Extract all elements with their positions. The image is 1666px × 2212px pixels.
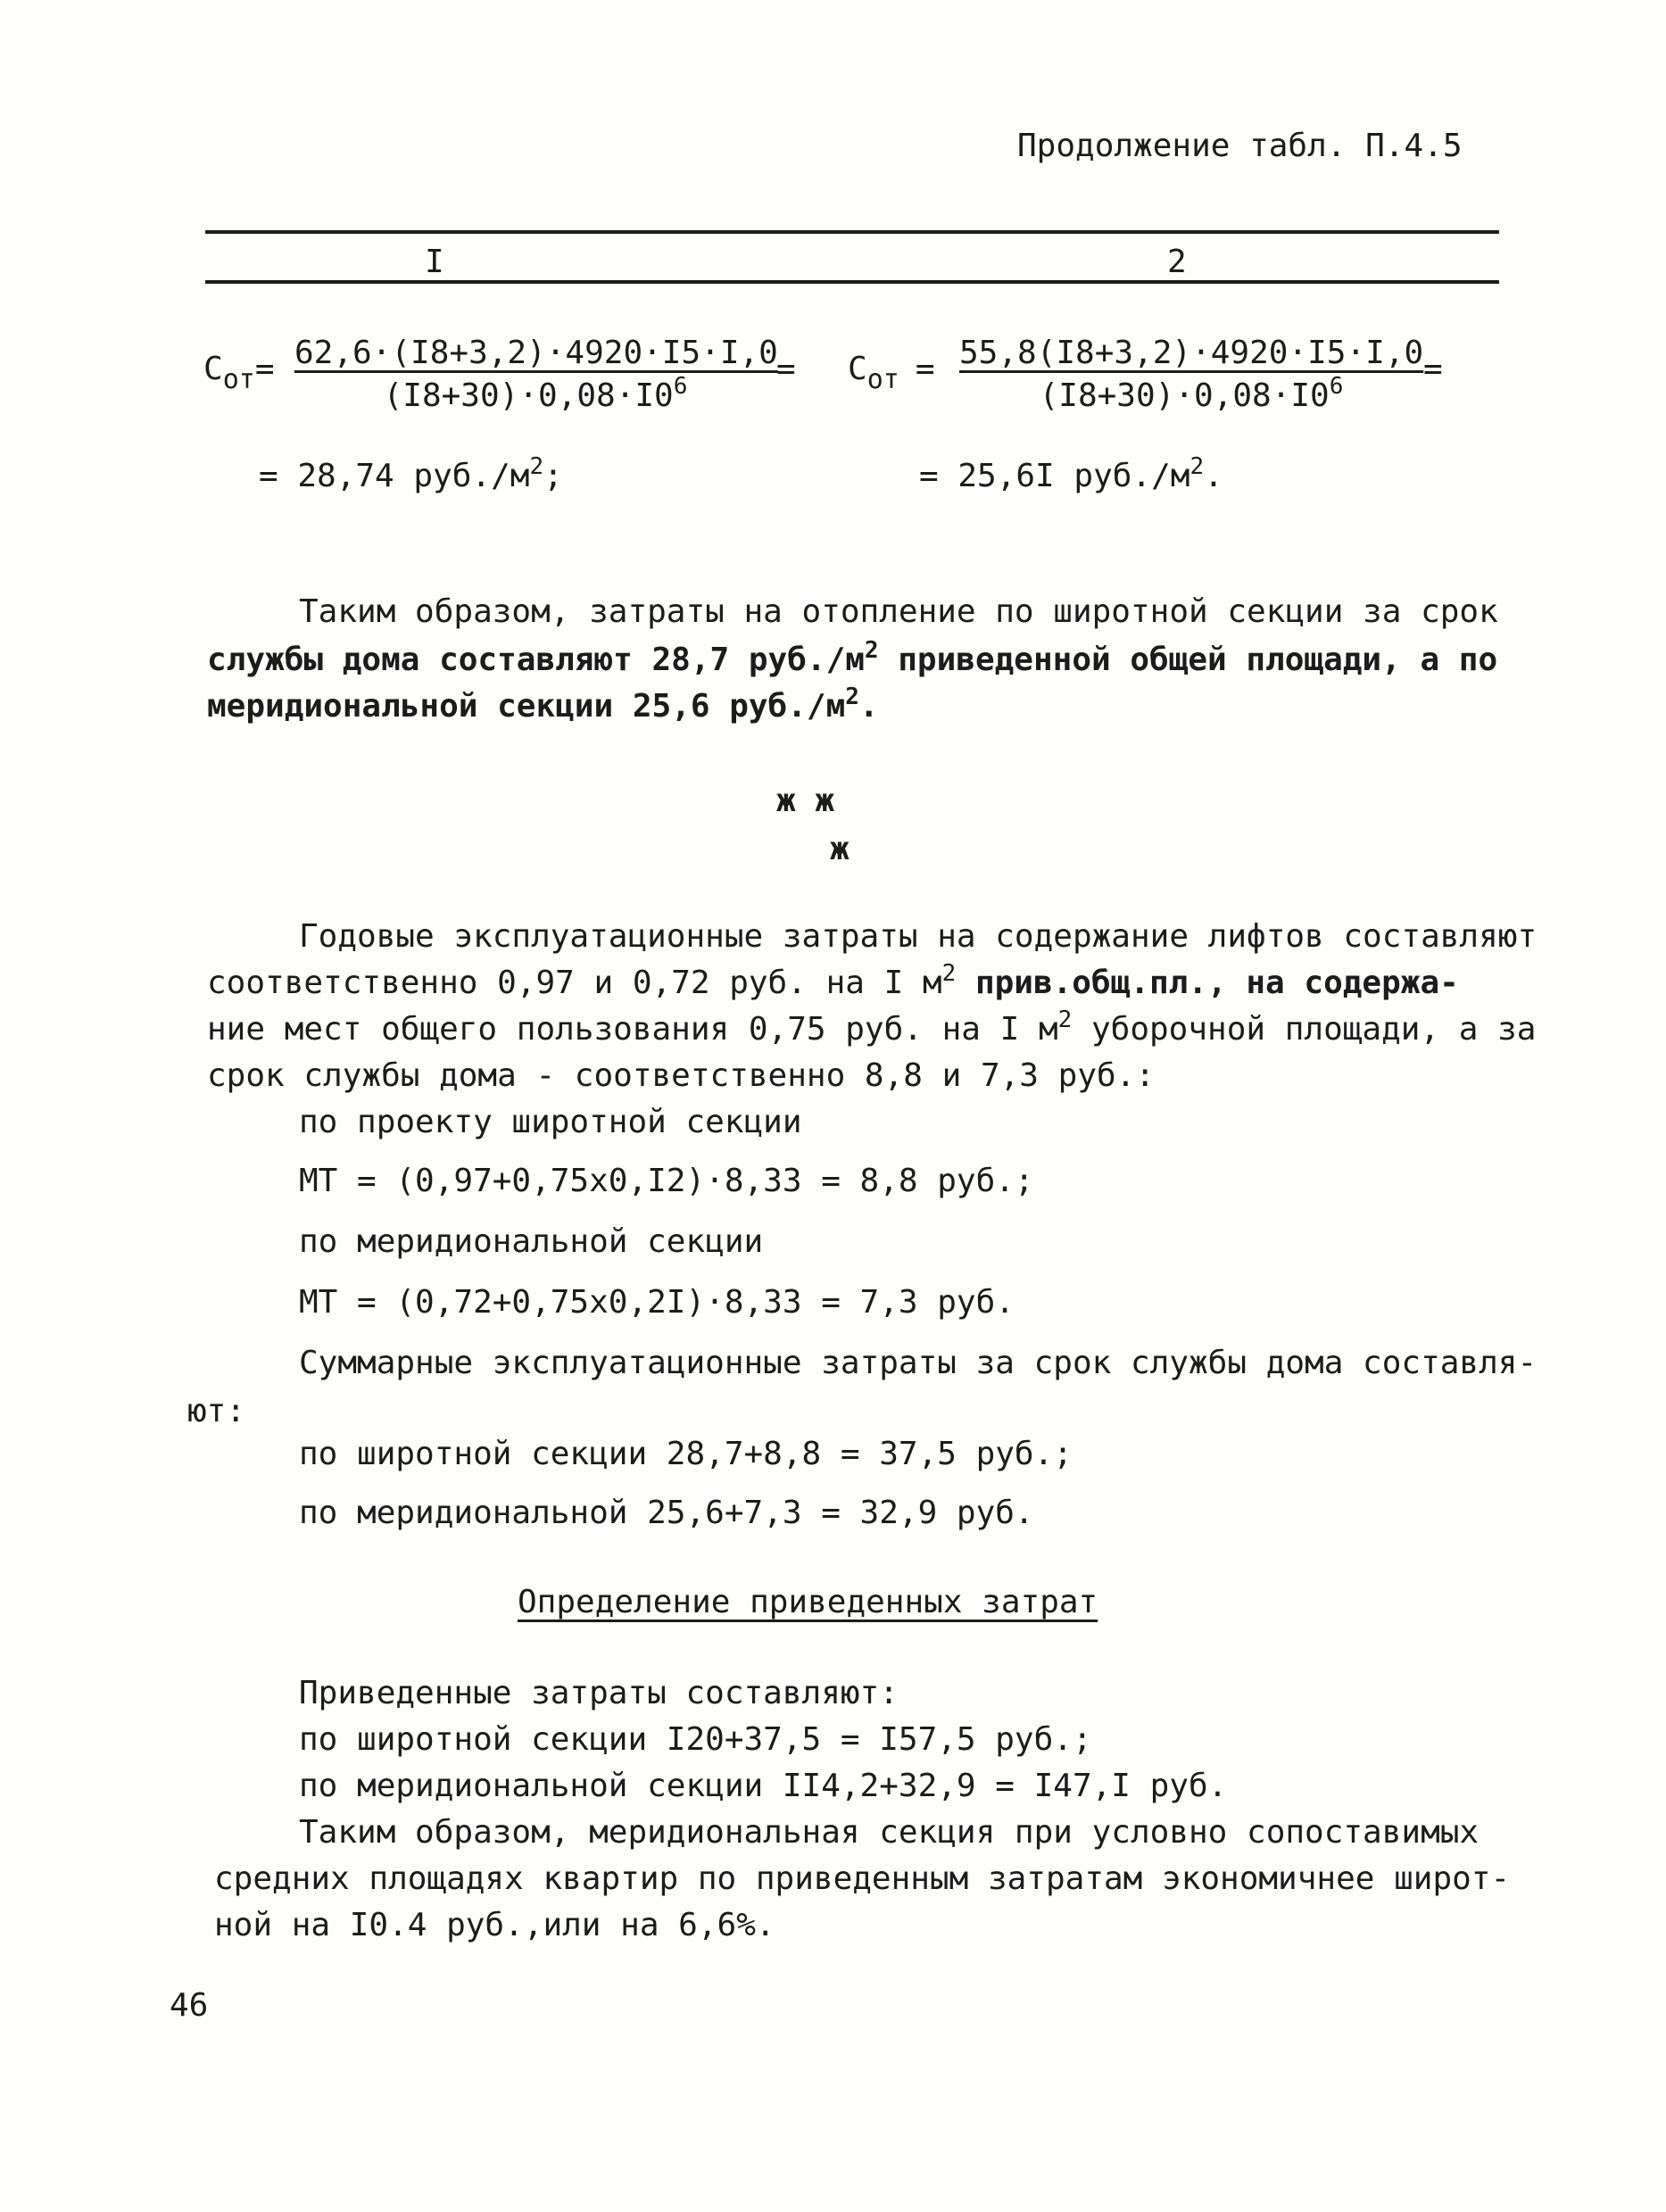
para1-line-2-sup: 2: [864, 637, 879, 664]
para1-line-3-a: меридиональной секции 25,6 руб./м: [207, 688, 846, 725]
formula-right-den-exponent: 6: [1329, 373, 1344, 400]
para2-line-2-a: соответственно 0,97 и 0,72 руб. на I м: [207, 965, 942, 1001]
formula-right-subscript: от: [866, 364, 899, 395]
para3-line-2: по широтной секции I20+37,5 = I57,5 руб.;: [299, 1721, 1092, 1758]
para3-line-3: по меридиональной секции II4,2+32,9 = I47,I руб.: [299, 1768, 1228, 1804]
formula-left-symbol: С: [203, 351, 223, 387]
formula-right-symbol: С: [848, 351, 867, 387]
formula-right-equals: =: [915, 351, 935, 387]
table-continuation-header: Продолжение табл. П.4.5: [1017, 128, 1463, 164]
para2-line-7: по меридиональной секции: [299, 1223, 764, 1260]
para2-line-2-b: прив.общ.пл., на содержа-: [956, 965, 1459, 1001]
para2-line-4: срок службы дома - соответственно 8,8 и 7,3 руб.:: [207, 1057, 1156, 1094]
para1-line-2: [207, 637, 1498, 680]
formula-left-lhs: [203, 350, 275, 395]
para1-line-3: [207, 683, 879, 726]
formula-left-result: [259, 453, 563, 496]
formula-left-fraction: [294, 334, 776, 416]
para2-line-3-b: уборочной площади, а за: [1072, 1011, 1537, 1048]
para1-line-2-b: приведенной общей площади, а по: [878, 642, 1498, 678]
para2-line-3-a: ние мест общего пользования 0,75 руб. на I м: [207, 1011, 1058, 1048]
formula-left-den-exponent: 6: [673, 373, 688, 400]
para2-line-3-sup: 2: [1057, 1007, 1073, 1033]
formula-left-result-text: = 28,74 руб./м: [259, 458, 530, 494]
para3-line-5: средних площадях квартир по приведенным затратам экономичнее широт-: [214, 1860, 1511, 1897]
formula-left-result-end: ;: [543, 458, 563, 494]
para2-line-5: по проекту широтной секции: [299, 1104, 802, 1140]
para2-line-2: [207, 960, 1459, 1003]
formula-right-result: [919, 453, 1223, 496]
para2-line-1: Годовые эксплуатационные затраты на содержание лифтов составляют: [299, 918, 1538, 955]
para2-line-12: по меридиональной 25,6+7,3 = 32,9 руб.: [299, 1495, 1034, 1531]
formula-left-result-exponent: 2: [529, 453, 544, 480]
formula-right-result-exponent: 2: [1189, 453, 1205, 480]
formula-left-subscript: от: [222, 364, 255, 395]
para2-line-2-sup: 2: [941, 960, 957, 987]
para1-line-2-a: службы дома составляют 28,7 руб./м: [207, 642, 865, 678]
formula-right-denominator-wrap: [959, 373, 1423, 416]
formula-left-numerator: 62,6·(I8+3,2)·4920·I5·I,0: [294, 335, 778, 371]
table-top-rule: [205, 230, 1499, 234]
formula-right-lhs: [848, 350, 935, 395]
para2-line-3: [207, 1007, 1537, 1049]
formula-right-result-end: .: [1204, 458, 1223, 494]
para1-line-1: Таким образом, затраты на отопление по широтной секции за срок: [299, 593, 1498, 630]
formula-left-denominator: (I8+30)·0,08·I0: [383, 377, 674, 414]
formula-left-denominator-wrap: [294, 373, 776, 416]
para3-line-4: Таким образом, меридиональная секция при условно сопоставимых: [299, 1814, 1480, 1851]
column-2-number: 2: [1167, 244, 1187, 280]
para2-line-8: МТ = (0,72+0,75х0,2I)·8,33 = 7,3 руб.: [299, 1284, 1015, 1321]
para2-line-10: ют:: [187, 1393, 246, 1429]
formula-right-equals-2: =: [1423, 351, 1443, 387]
formula-left-equals: =: [254, 351, 275, 387]
table-header-rule: [205, 280, 1499, 284]
section-title: Определение приведенных затрат: [518, 1584, 1098, 1620]
para3-line-1: Приведенные затраты составляют:: [299, 1675, 899, 1711]
page-number: 46: [170, 1987, 209, 2024]
formula-right-denominator: (I8+30)·0,08·I0: [1039, 377, 1330, 414]
formula-right-result-text: = 25,6I руб./м: [919, 458, 1190, 494]
formula-left-equals-2: =: [776, 351, 796, 387]
formula-right-numerator: 55,8(I8+3,2)·4920·I5·I,0: [959, 335, 1424, 371]
para3-line-6: ной на I0.4 руб.,или на 6,6%.: [214, 1907, 775, 1943]
para1-line-3-b: .: [858, 688, 879, 725]
separator-stars-top: ж ж: [776, 783, 835, 819]
para2-line-6: МТ = (0,97+0,75х0,I2)·8,33 = 8,8 руб.;: [299, 1163, 1034, 1199]
column-1-number: I: [425, 244, 444, 280]
para2-line-11: по широтной секции 28,7+8,8 = 37,5 руб.;: [299, 1436, 1073, 1472]
para1-line-3-sup: 2: [845, 683, 859, 710]
formula-right-fraction: [959, 334, 1423, 416]
para2-line-9: Суммарные эксплуатационные затраты за срок службы дома составля-: [299, 1345, 1538, 1381]
separator-stars-bottom: ж: [830, 831, 850, 867]
